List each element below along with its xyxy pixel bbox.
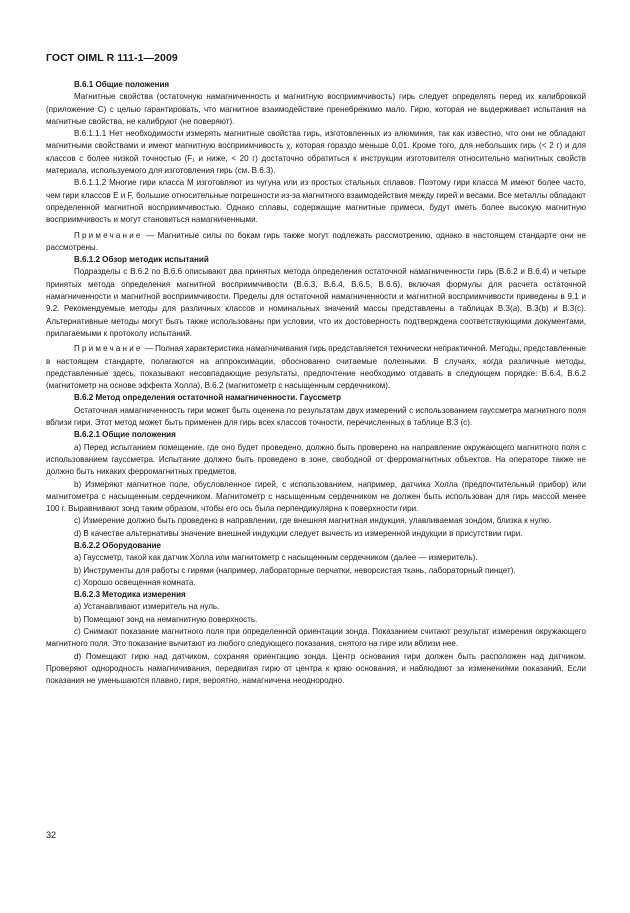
- body-paragraph: Магнитные свойства (остаточную намагниченность и магнитную восприимчивость) гирь следует определять перед их калибровкой (приложение С) с целью гарантировать, что магнитное взаимодействие пренебрежимо мало. Гирю, которая не выдерживает испытания на магнитные свойства, не калибруют (не поверяют).: [46, 92, 586, 126]
- note-text: — Магнитные силы по бокам гирь также могут подлежать рассмотрению, однако в настоящем стандарте они не рассмотрены.: [46, 230, 586, 252]
- body-paragraph: с) Снимают показание магнитного поля при определенной ориентации зонда. Показанием считают результат измерения окружающего магнитного поля. Это показание вычитают из любого следующего показания, снятого на гире или вблизи нее.: [46, 627, 586, 649]
- section-heading: В.6.2.1 Общие положения: [74, 430, 176, 440]
- body-paragraph: а) Гауссметр, такой как датчик Холла или магнитометр с насыщенным сердечником (далее — измеритель).: [74, 553, 478, 563]
- body-paragraph: а) Устанавливают измеритель на нуль.: [74, 602, 220, 612]
- body-paragraph: В.6.1.1.2 Многие гири класса М изготовляют из чугуна или из простых стальных сплавов. Поэтому гири класса М имеют более часто, чем гири классов Е и F, большие относительные погрешности из-за магнитного взаимодействия между гирей и весами. Все металлы обладают определенной магнитной восприимчивостью. Однако сплавы, содержащие магнитные примеси, будут иметь более высокую магнитную восприимчивость и могут становиться намагниченными.: [46, 178, 586, 225]
- section-heading: В.6.1.2 Обзор методик испытаний: [74, 255, 209, 265]
- note-paragraph: [46, 343, 586, 392]
- body-paragraph: с) Хорошо освещенная комната.: [74, 577, 196, 587]
- document-header: ГОСТ OIML R 111-1—2009: [46, 52, 178, 64]
- body-paragraph: d) Помещают гирю над датчиком, сохраняя ориентацию зонда. Центр основания гири должен быть расположен над датчиком. Проверяют однородность намагничивания, передвигая гирю от центра к краю основания, и наблюдают за изменениями показаний. Если показания не уменьшаются плавно, гиря, вероятно, намагничена неоднородно.: [46, 651, 586, 686]
- page-number: 32: [46, 830, 57, 840]
- section-heading: В.6.2 Метод определения остаточной намагниченности. Гауссметр: [74, 393, 342, 403]
- note-label: Примечание: [74, 230, 143, 240]
- section-heading: В.6.2.3 Методика измерения: [74, 590, 186, 600]
- body-paragraph: d) В качестве альтернативы значение внешней индукции следует вычесть из измеренной индукции в присутствии гири.: [74, 528, 523, 538]
- body-paragraph: b) Инструменты для работы с гирями (например, лабораторные перчатки, неворсистая ткань, лабораторный пинцет).: [74, 565, 516, 575]
- body-paragraph: В.6.1.1.1 Нет необходимости измерять магнитные свойства гирь, изготовленных из алюминия, так как известно, что они не обладают магнитными свойствами и имеют магнитную восприимчивость χ, которая гораздо меньше 0,01. Кроме того, для небольших гирь (< 2 г) и для классов с более низкой точностью (F₁ и ниже, < 20 г) достаточно обратиться к инструкции изготовителя относительно магнитных свойств материала, используемого для изготовления гирь (см. В.6.3).: [46, 129, 586, 176]
- note-text: — Полная характеристика намагничивания гирь представляется технически непрактичной. Методы, представленные в настоящем стандарте, полагаются на аппроксимации, обоснованно считаемые полезными. В случаях, когда различные методы, представленные здесь, показывают несовпадающие результаты, предпочтение необходимо отдавать в следующем порядке: В.6.4, В.6.2 (магнитометр на основе эффекта Холла), В.6.2 (магнитометр с насыщенным сердечником).: [46, 344, 586, 391]
- body-paragraph: а) Перед испытанием помещение, где оно будет проведено, должно быть проверено на направление окружающего магнитного поля с использованием гауссметра. Испытание должно быть проведено в зоне, свободной от ферромагнитных объектов. На операторе также не должно быть никаких ферромагнитных предметов.: [46, 442, 586, 477]
- note-label: Примечание: [74, 344, 143, 354]
- body-paragraph: b) Помещают зонд на немагнитную поверхность.: [74, 614, 258, 624]
- body-paragraph: с) Измерение должно быть проведено в направлении, где внешняя магнитная индукция, улавливаемая зондом, близка к нулю.: [74, 516, 552, 526]
- body-paragraph: Остаточная намагниченность гири может быть оценена по результатам двух измерений с использованием гауссметра магнитного поля вблизи гири. Этот метод может быть применен для гирь всех классов точности, перечисленных в таблице В.3 (с).: [46, 405, 586, 428]
- note-paragraph: [46, 230, 586, 255]
- body-paragraph: Подразделы с В.6.2 по В.6.6 описывают два принятых метода определения остаточной намагниченности гирь (В.6.2 и В.6.4) и четыре принятых метода определения магнитной восприимчивости (В.6.3, В.6.4, В.6.5, В.6.6), включая формулы для расчета остаточной намагниченности и магнитной восприимчивости. Пределы для остаточной намагниченности и магнитной восприимчивости приведены в 9.1 и 9.2. Рекомендуемые методы для различных классов и номинальных значений массы представлены в таблицах В.3(а), В.3(b) и В.3(с). Альтернативные методы могут быть также использованы при условии, что их достоверность подтверждена соответствующими документами, прилагаемыми к протоколу испытаний.: [46, 267, 586, 338]
- section-heading: В.6.2.2 Оборудование: [74, 540, 162, 550]
- document-body: [46, 79, 586, 688]
- body-paragraph: b) Измеряют магнитное поле, обусловленное гирей, с использованием, например, датчика Холла (предпочтительный прибор) или магнитометра с насыщенным сердечником. Магнитометр с насыщенным сердечником не должен быть использован для гирь массой менее 100 г. Выравнивают зонд таким образом, чтобы его ось была перпендикулярна к поверхности гири.: [46, 479, 586, 514]
- section-heading: В.6.1 Общие положения: [74, 80, 170, 89]
